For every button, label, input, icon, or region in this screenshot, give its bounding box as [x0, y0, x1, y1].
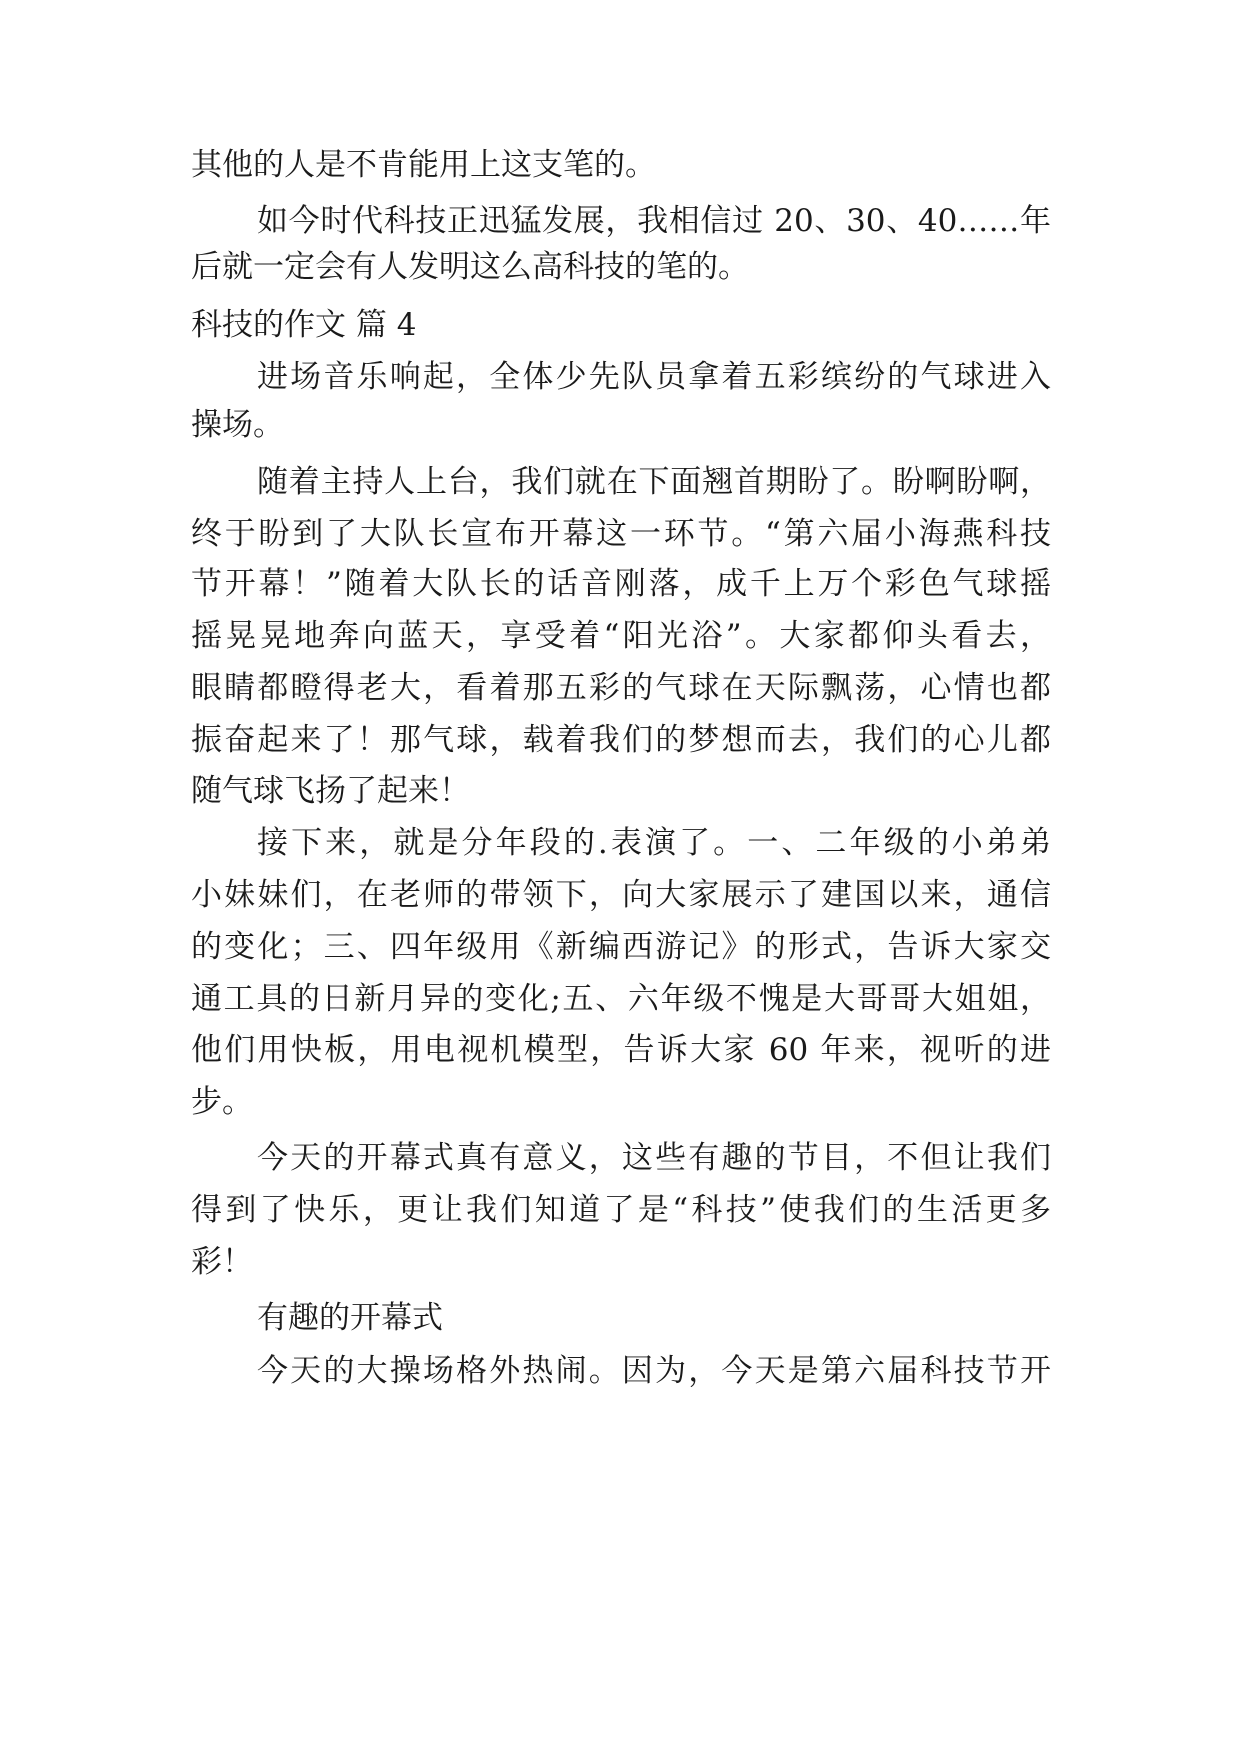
paragraph-line: 终于盼到了大队长宣布开幕这一环节。“第六届小海燕科技 [191, 516, 1051, 552]
paragraph-line: 他们用快板，用电视机模型，告诉大家 60 年来，视听的进 [191, 1032, 1051, 1068]
paragraph-line: 随着主持人上台，我们就在下面翘首期盼了。盼啊盼啊， [257, 464, 1051, 500]
paragraph-line: 今天的大操场格外热闹。因为，今天是第六届科技节开 [257, 1353, 1051, 1389]
paragraph-line: 操场。 [191, 407, 284, 443]
paragraph-line: 通工具的日新月异的变化;五、六年级不愧是大哥哥大姐姐， [191, 981, 1051, 1017]
paragraph-line: 如今时代科技正迅猛发展，我相信过 20、30、40……年 [257, 203, 1051, 239]
paragraph-line: 今天的开幕式真有意义，这些有趣的节目，不但让我们 [257, 1140, 1051, 1176]
paragraph-line: 彩！ [191, 1244, 253, 1280]
section-heading: 科技的作文 篇 4 [191, 307, 417, 343]
paragraph-line: 节开幕！”随着大队长的话音刚落，成千上万个彩色气球摇 [191, 566, 1051, 602]
paragraph-line: 小妹妹们，在老师的带领下，向大家展示了建国以来，通信 [191, 877, 1051, 913]
paragraph-line: 得到了快乐，更让我们知道了是“科技”使我们的生活更多 [191, 1192, 1051, 1228]
paragraph-line: 振奋起来了！那气球，载着我们的梦想而去，我们的心儿都 [191, 722, 1051, 758]
paragraph-line: 随气球飞扬了起来！ [191, 773, 470, 809]
paragraph-line: 接下来，就是分年段的.表演了。一、二年级的小弟弟 [257, 825, 1051, 861]
paragraph-line: 有趣的开幕式 [257, 1300, 443, 1336]
paragraph-line: 后就一定会有人发明这么高科技的笔的。 [191, 249, 749, 285]
paragraph-line: 进场音乐响起，全体少先队员拿着五彩缤纷的气球进入 [257, 359, 1051, 395]
paragraph-line: 的变化；三、四年级用《新编西游记》的形式，告诉大家交 [191, 929, 1051, 965]
paragraph-line: 其他的人是不肯能用上这支笔的。 [191, 147, 656, 183]
paragraph-line: 步。 [191, 1084, 253, 1120]
paragraph-line: 眼睛都瞪得老大，看着那五彩的气球在天际飘荡，心情也都 [191, 670, 1051, 706]
paragraph-line: 摇晃晃地奔向蓝天，享受着“阳光浴”。大家都仰头看去， [191, 618, 1051, 654]
